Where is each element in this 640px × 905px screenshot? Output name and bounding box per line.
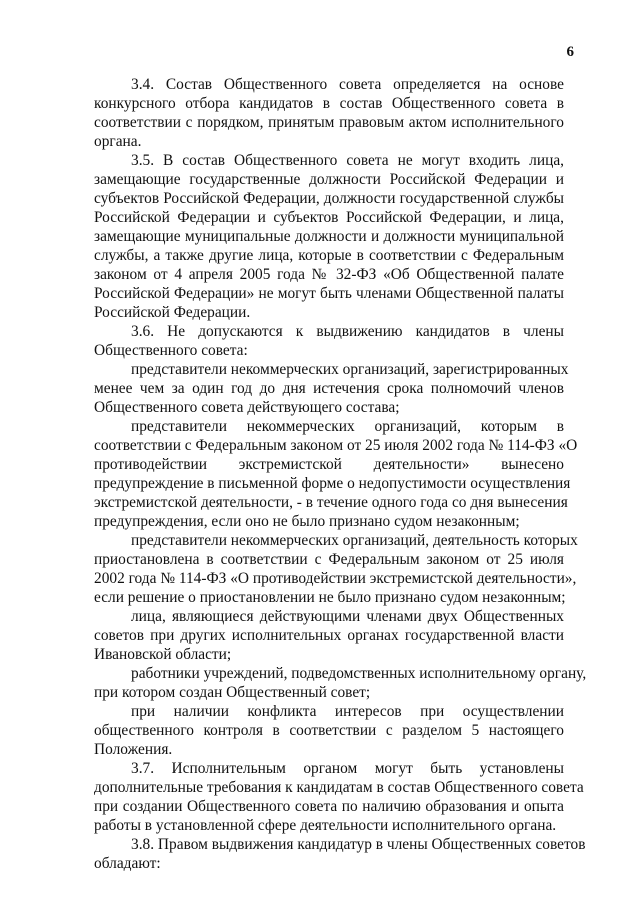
text-line: противодействии экстремистской деятельности» вынесено	[94, 456, 564, 473]
text-line: представители некоммерческих организаций, деятельность которых	[131, 532, 578, 549]
text-line: Общественного совета:	[94, 342, 248, 359]
text-line: субъектов Российской Федерации, должности государственной службы	[94, 190, 564, 207]
text-line: замещающие муниципальные должности и должности муниципальной	[94, 228, 564, 245]
text-line: предупреждения, если оно не было признано судом незаконным;	[94, 513, 520, 530]
text-line: 2002 года № 114-ФЗ «О противодействии экстремистской деятельности»,	[94, 570, 577, 587]
text-line: при котором создан Общественный совет;	[94, 684, 371, 701]
text-line: соответствии с порядком, принятым правовым актом исполнительного	[94, 114, 564, 131]
text-line: менее чем за один год до дня истечения срока полномочий членов	[94, 380, 564, 397]
text-line: Положения.	[94, 741, 173, 758]
text-line: Российской Федерации и субъектов Российской Федерации, и лица,	[94, 209, 564, 226]
text-line: законом от 4 апреля 2005 года № 32-ФЗ «Об Общественной палате	[94, 266, 564, 283]
text-line: при наличии конфликта интересов при осуществлении	[131, 703, 564, 720]
text-line: Российской Федерации.	[94, 304, 251, 321]
text-line: Общественного совета действующего состава;	[94, 399, 400, 416]
text-line: 3.5. В состав Общественного совета не могут входить лица,	[131, 152, 564, 169]
text-line: дополнительные требования к кандидатам в состав Общественного совета	[94, 779, 584, 796]
text-line: конкурсного отбора кандидатов в состав Общественного совета в	[94, 95, 564, 112]
text-line: работы в установленной сфере деятельности исполнительного органа.	[94, 817, 557, 834]
text-line: Ивановской области;	[94, 646, 232, 663]
text-line: приостановлена в соответствии с Федеральным законом от 25 июля	[94, 551, 564, 568]
text-line: службы, а также другие лица, которые в соответствии с Федеральным	[94, 247, 564, 264]
text-line: 3.7. Исполнительным органом могут быть установлены	[131, 760, 564, 777]
text-line: Российской Федерации» не могут быть членами Общественной палаты	[94, 285, 564, 302]
text-line: обладают:	[94, 855, 161, 872]
text-line: органа.	[94, 133, 142, 150]
page-number: 6	[566, 44, 574, 60]
text-line: советов при других исполнительных органах государственной власти	[94, 627, 564, 644]
text-line: общественного контроля в соответствии с разделом 5 настоящего	[94, 722, 564, 739]
text-line: лица, являющиеся действующими членами двух Общественных	[131, 608, 564, 625]
text-line: 3.8. Правом выдвижения кандидатур в члены Общественных советов	[131, 836, 586, 853]
text-line: если решение о приостановлении не было признано судом незаконным;	[94, 589, 566, 606]
text-line: экстремистской деятельности, - в течение одного года со дня вынесения	[94, 494, 568, 511]
text-line: представители некоммерческих организаций, зарегистрированных	[131, 361, 569, 378]
text-line: работники учреждений, подведомственных исполнительному органу,	[131, 665, 587, 682]
text-line: 3.6. Не допускаются к выдвижению кандидатов в члены	[131, 323, 564, 340]
text-line: 3.4. Состав Общественного совета определяется на основе	[131, 76, 564, 93]
text-line: замещающие государственные должности Российской Федерации и	[94, 171, 564, 188]
text-line: соответствии с Федеральным законом от 25 июля 2002 года № 114-ФЗ «О	[94, 437, 578, 454]
text-line: предупреждение в письменной форме о недопустимости осуществления	[94, 475, 571, 492]
text-line: представители некоммерческих организаций, которым в	[131, 418, 564, 435]
text-line: при создании Общественного совета по наличию образования и опыта	[94, 798, 564, 815]
